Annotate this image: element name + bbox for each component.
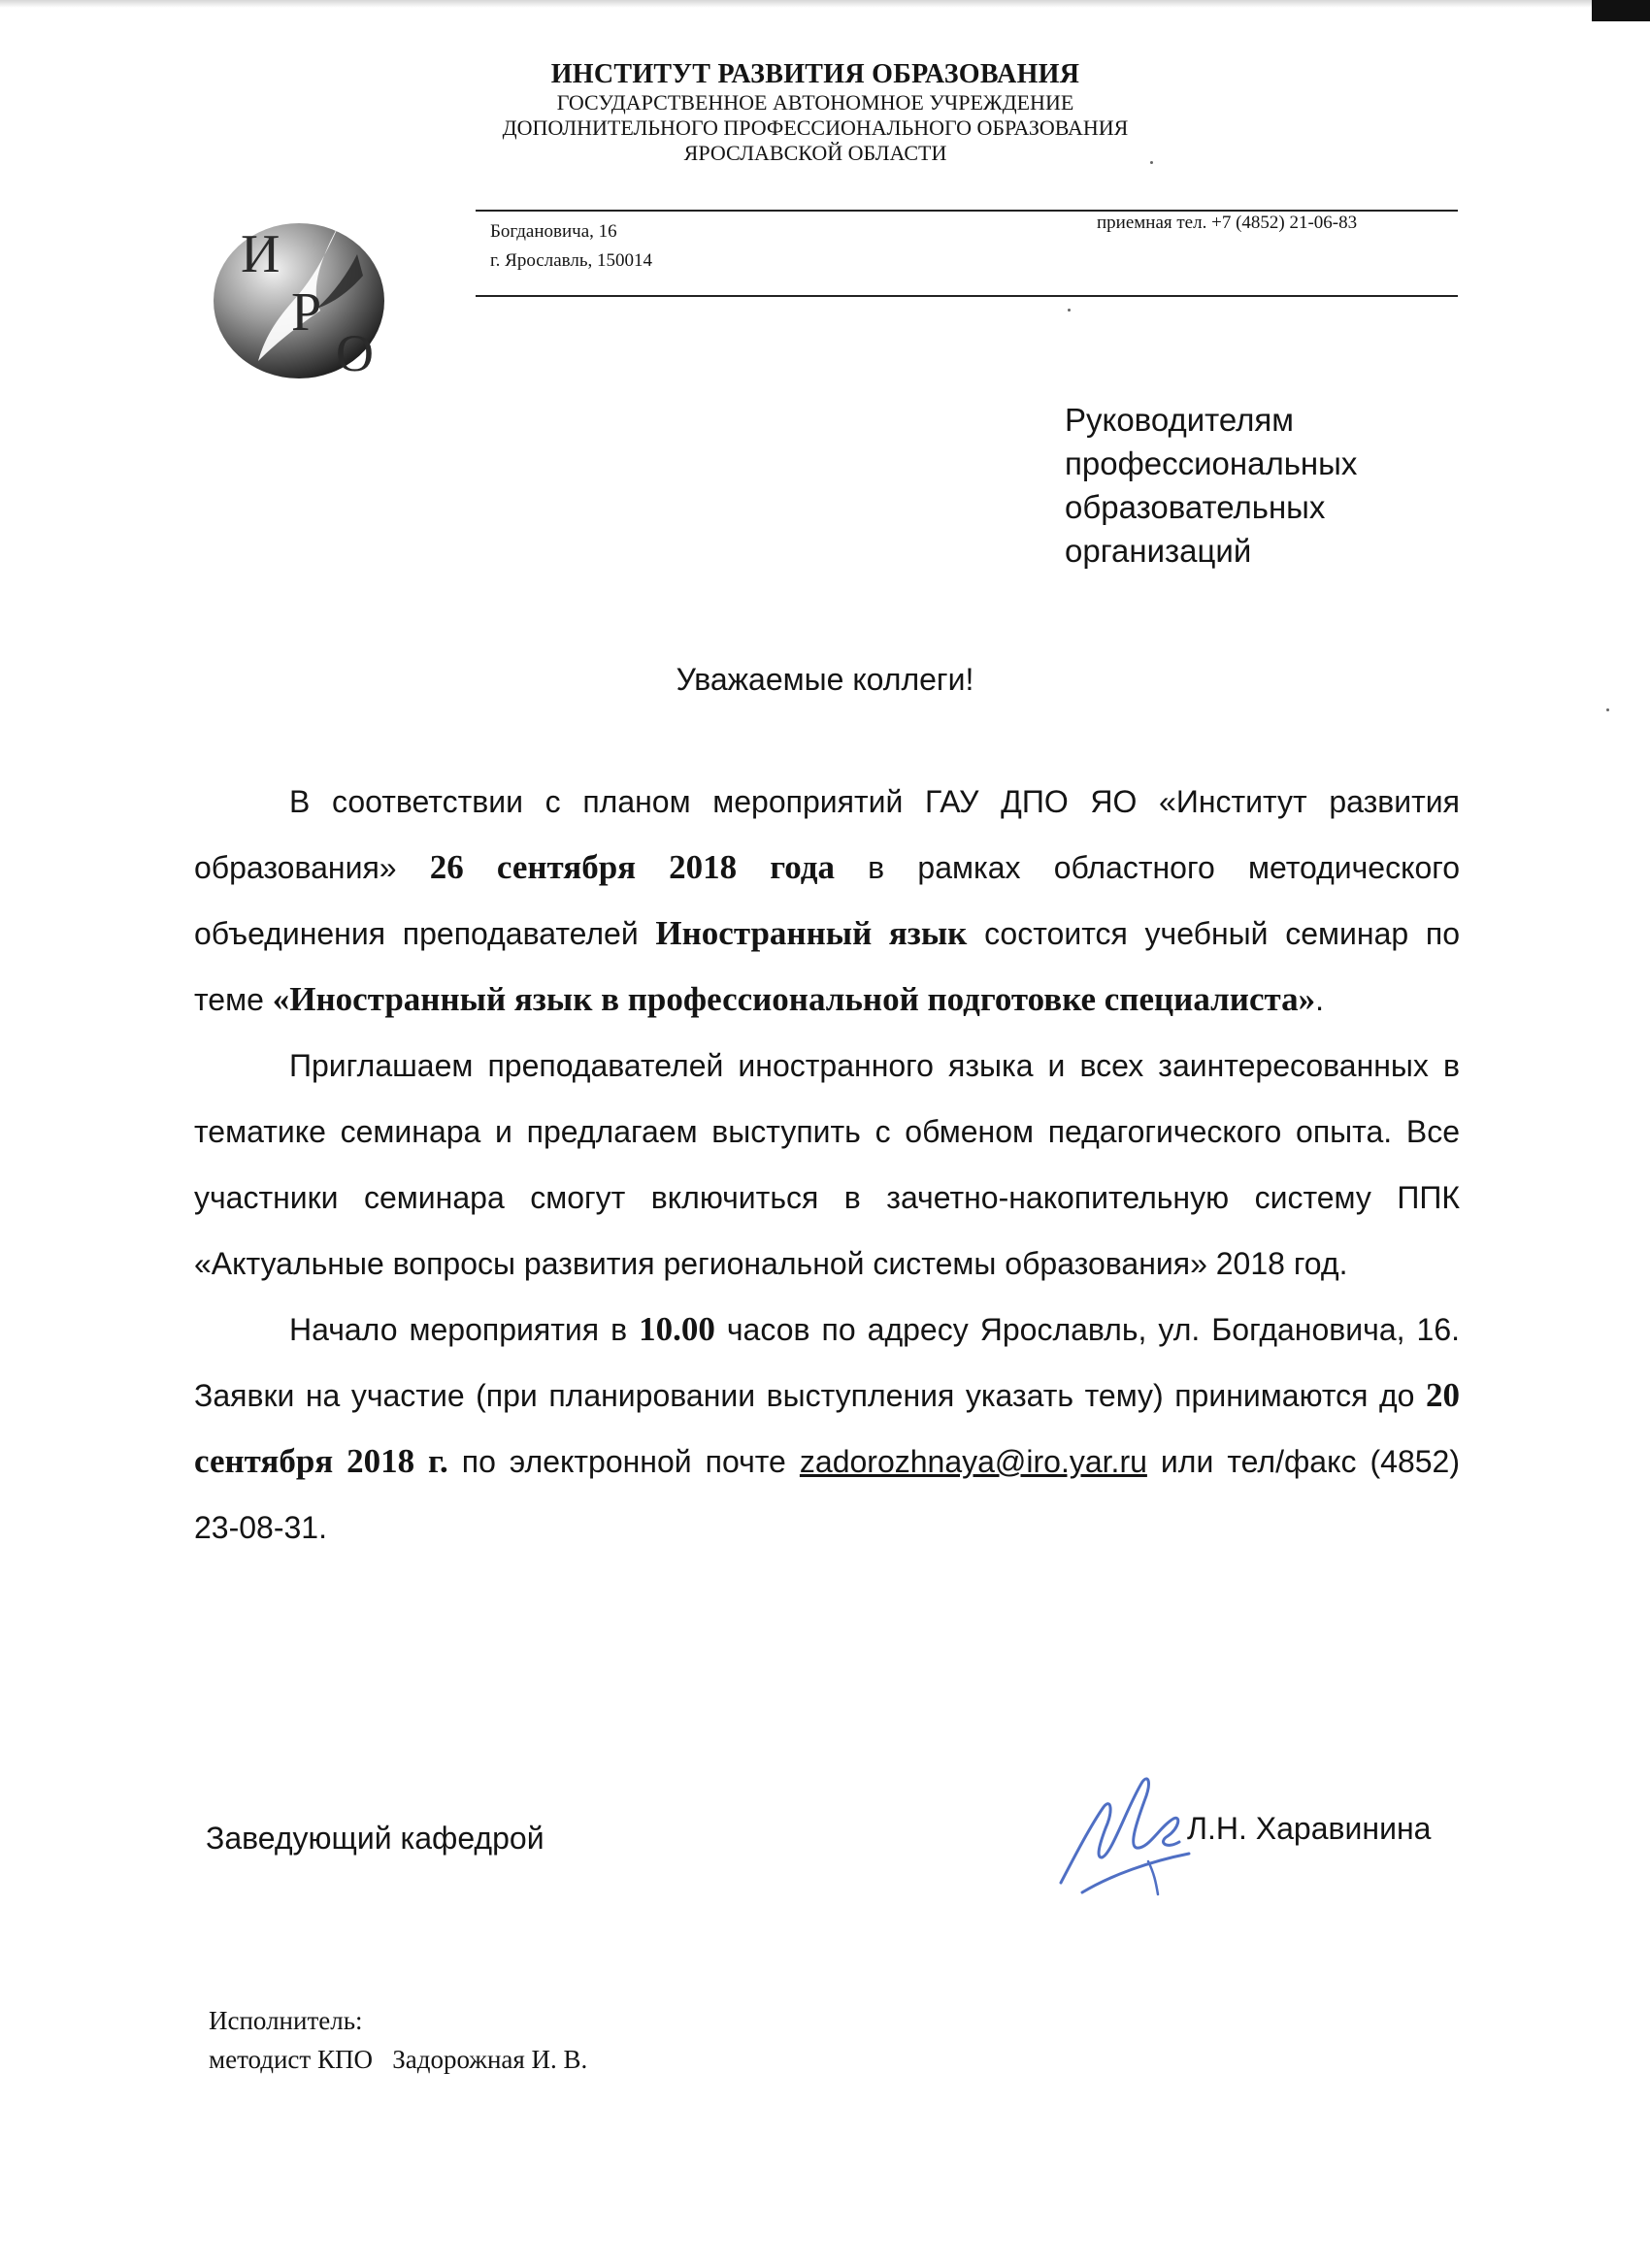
text-run: состоится учебный семинар по теме [194, 916, 1461, 1017]
org-line-3: ЯРОСЛАВСКОЙ ОБЛАСТИ [683, 140, 947, 165]
org-line-1: ГОСУДАРСТВЕННОЕ АВТОНОМНОЕ УЧРЕЖДЕНИЕ [556, 90, 1074, 115]
text-run: или тел/факс (4852) 23-08-31. [194, 1444, 1460, 1545]
executor-block [209, 2001, 587, 2079]
addressee-line: Руководителям [1065, 402, 1294, 438]
letterhead-header [291, 58, 1339, 166]
handwritten-signature-icon [1043, 1768, 1204, 1899]
letterhead-rule-top [476, 210, 1458, 212]
scan-edge-artifact [1592, 0, 1650, 21]
letterhead-rule-bottom [476, 295, 1458, 297]
address-city: г. Ярославль, 150014 [490, 250, 653, 271]
scan-speck [1068, 309, 1071, 312]
text-run: по электронной почте [447, 1444, 800, 1479]
logo-letter-i: И [241, 224, 280, 284]
addressee-line: образовательных [1065, 489, 1326, 525]
iro-logo-icon [212, 215, 396, 380]
org-line-2: ДОПОЛНИТЕЛЬНОГО ПРОФЕССИОНАЛЬНОГО ОБРАЗОВАНИЯ [502, 115, 1129, 140]
seminar-topic: «Иностранный язык в профессиональной подготовке специалиста» [272, 980, 1316, 1018]
contact-email-link[interactable]: zadorozhnaya@iro.yar.ru [799, 1444, 1147, 1479]
addressee-line: профессиональных [1065, 445, 1358, 481]
seminar-date: 26 сентября 2018 года [429, 848, 835, 886]
subject-name: Иностранный язык [655, 914, 968, 952]
signer-name: Л.Н. Харавинина [1187, 1811, 1432, 1846]
paragraph-invitation: Приглашаем преподавателей иностранного языка и всех заинтересованных в тематике семинара и предлагаем выступить с обменом педагогического опыта. Все участники семинара смогут включиться в зачетно-накопительную систему ППК «Актуальные вопросы развития региональной системы образования» 2018 год. [194, 1048, 1460, 1281]
executor-label: Исполнитель: [209, 2006, 363, 2035]
logo-letter-o: О [336, 324, 374, 380]
scan-speck [1150, 161, 1153, 164]
application-deadline: 20 сентября 2018 г. [194, 1376, 1460, 1480]
signer-position: Заведующий кафедрой [206, 1821, 544, 1856]
text-run: часов по адресу Ярославль, ул. Богдановича, 16. Заявки на участие (при планировании выступления указать тему) принимаются до [194, 1312, 1461, 1413]
executor-name: методист КПО Задорожная И. В. [209, 2045, 588, 2074]
scan-speck [1606, 708, 1609, 711]
reception-phone: приемная тел. +7 (4852) 21-06-83 [1097, 213, 1358, 233]
text-run: Начало мероприятия в [289, 1312, 640, 1347]
start-time: 10.00 [639, 1310, 715, 1348]
org-name: ИНСТИТУТ РАЗВИТИЯ ОБРАЗОВАНИЯ [550, 59, 1080, 89]
text-run: в рамках областного методического объединения преподавателей [194, 850, 1461, 951]
text-run: В соответствии с планом мероприятий ГАУ ДПО ЯО «Институт развития образования» [194, 784, 1460, 885]
letter-body [194, 769, 1460, 1561]
text-run: . [1315, 982, 1324, 1017]
scan-top-shadow [0, 0, 1650, 8]
paragraph-details [194, 1297, 1460, 1561]
paragraph-announcement [194, 769, 1460, 1033]
address-street: Богдановича, 16 [490, 221, 617, 242]
addressee-line: организаций [1065, 533, 1252, 569]
salutation: Уважаемые коллеги! [676, 662, 974, 697]
addressee-block [1065, 398, 1357, 573]
logo-letter-r: Р [291, 282, 322, 343]
